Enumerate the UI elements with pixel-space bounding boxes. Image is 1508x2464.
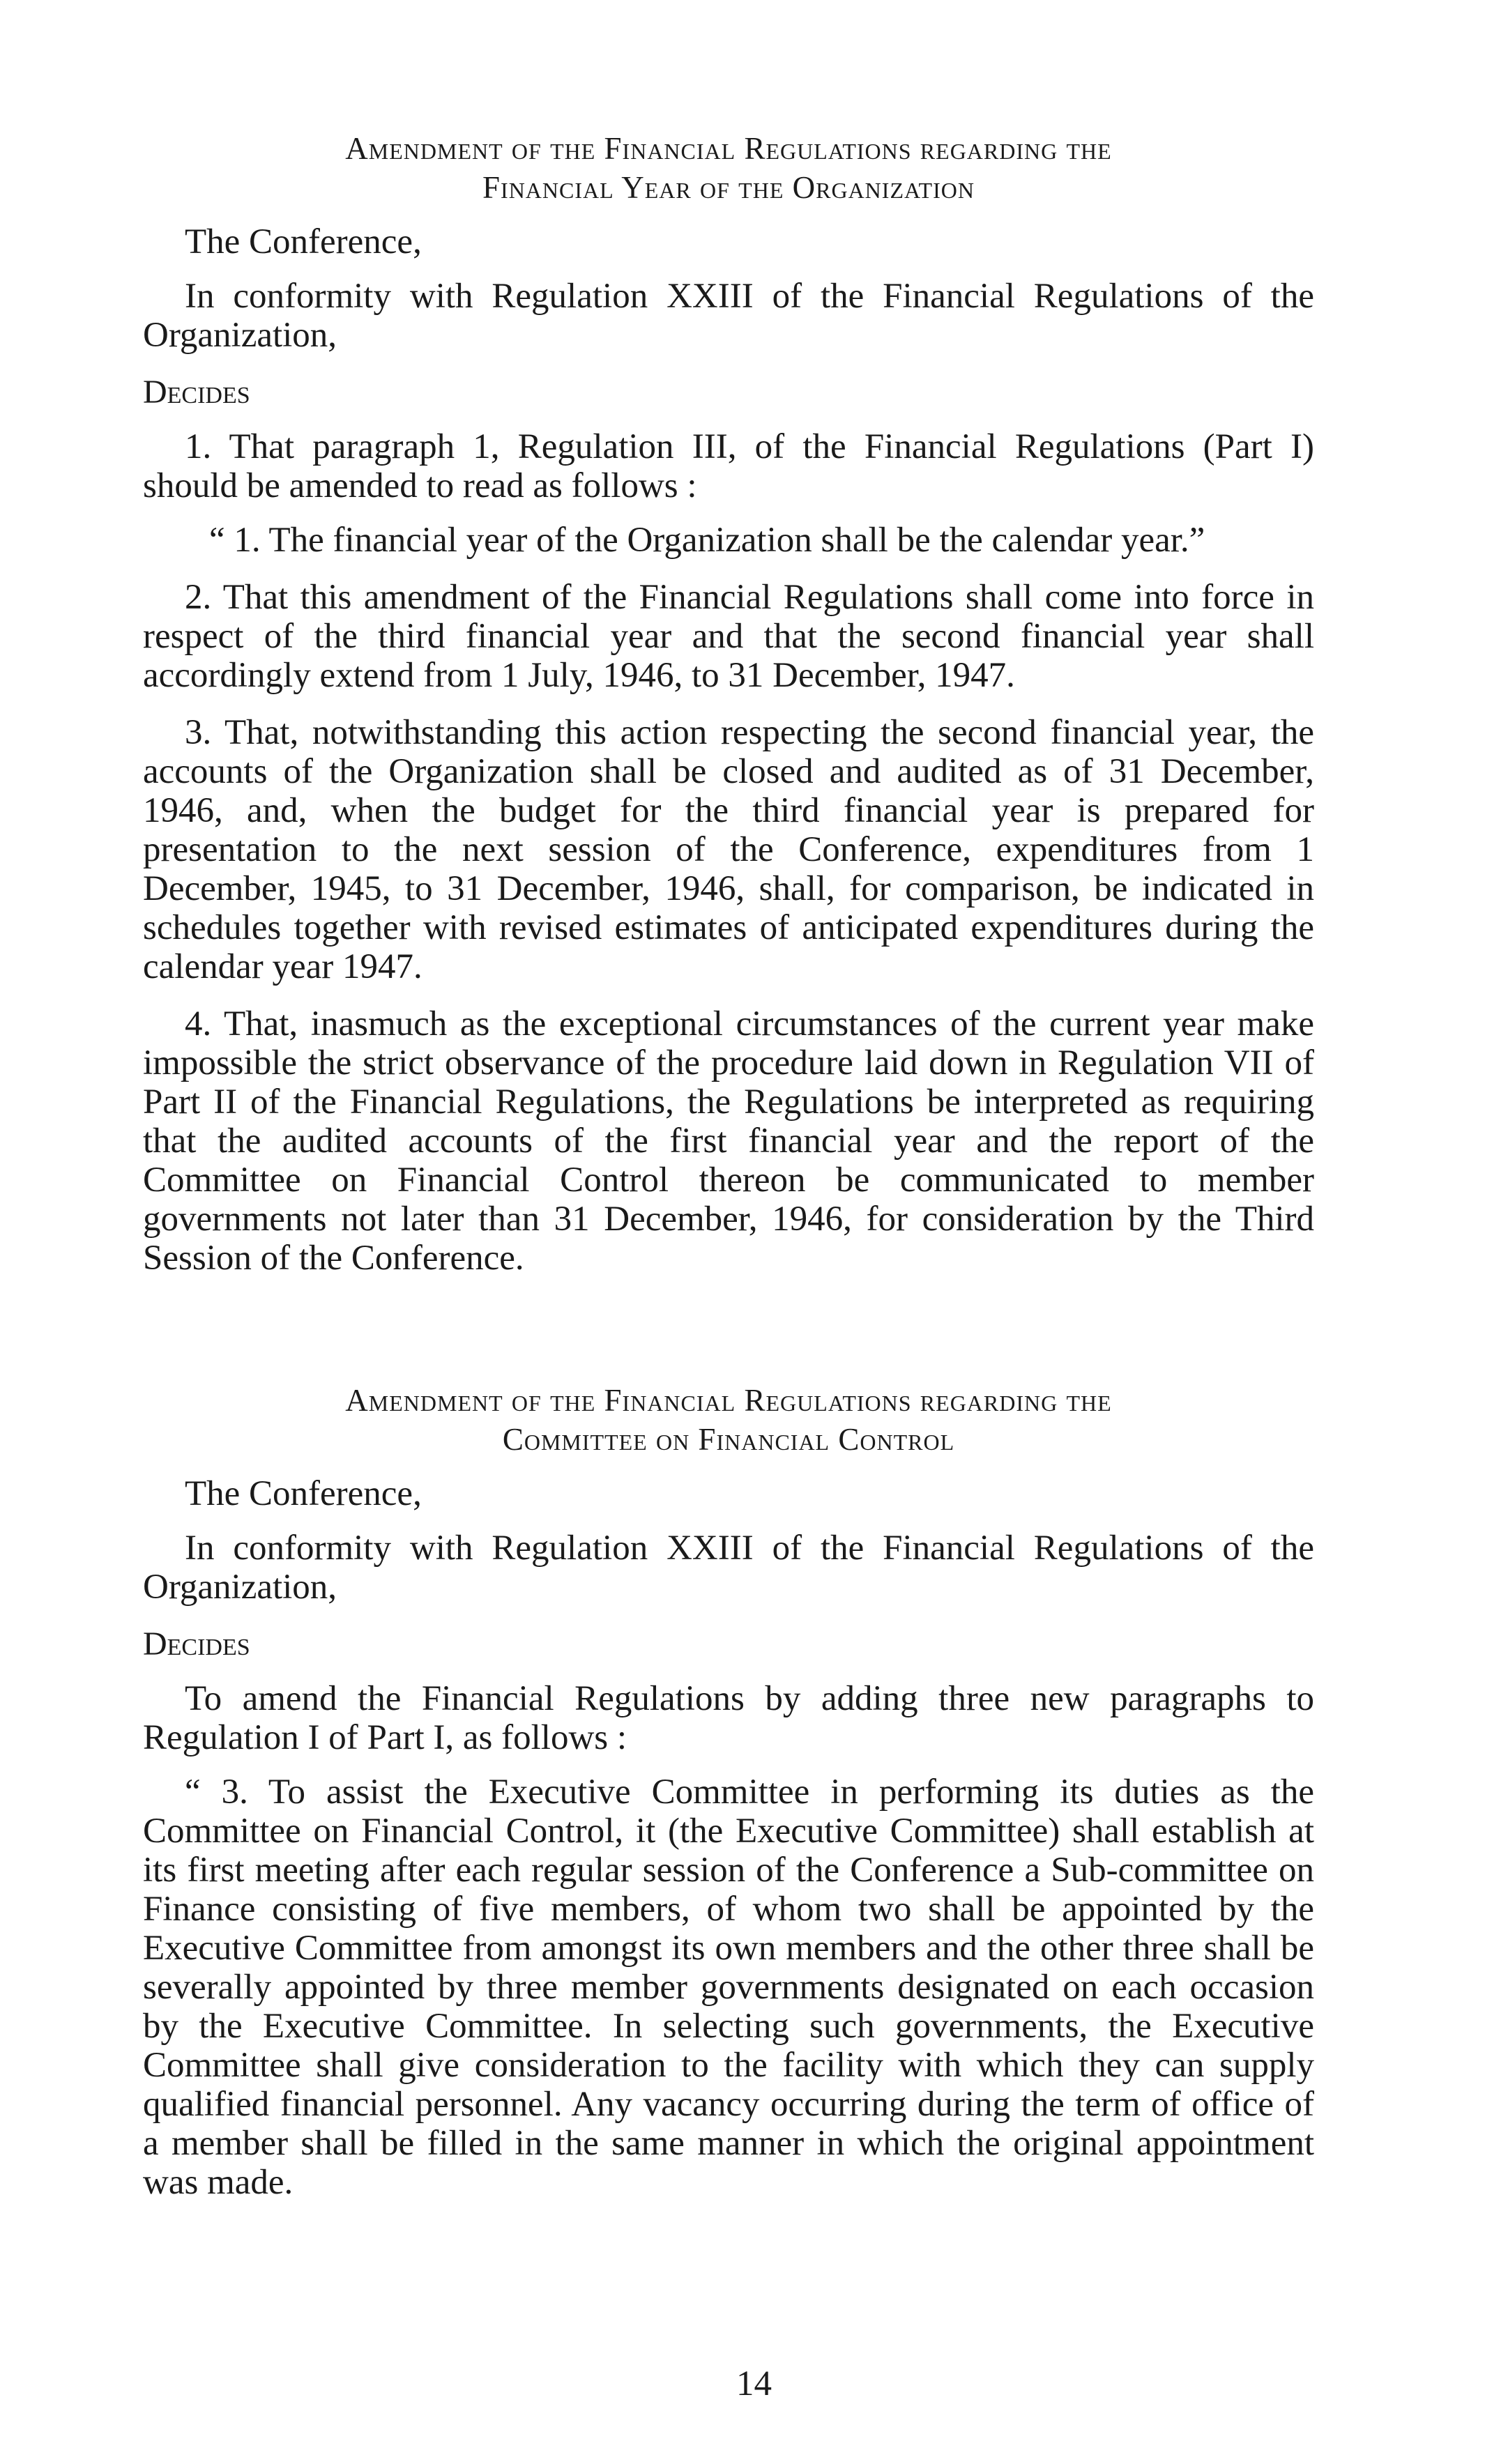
document-page [143, 129, 1314, 2202]
decision-item-2: 2. That this amendment of the Financial Regulations shall come into force in respect of the third financial year and that the second financial year shall accordingly extend from 1 July, 1946, to 31 December, 1947. [143, 578, 1314, 695]
preamble: The Conference, [185, 1474, 422, 1513]
section-heading-line-2: Financial Year of the Organization [482, 170, 975, 205]
amendment-intro: To amend the Financial Regulations by adding three new paragraphs to Regulation I of Part I, as follows : [143, 1679, 1314, 1757]
new-paragraph-3-quote: “ 3. To assist the Executive Committee in performing its duties as the Committee on Financial Control, it (the Executive Committee) shall establish at its first meeting after each regular session of the Conference a Sub-committee on Finance consisting of five members, of whom two shall be appointed by the Executive Committee from amongst its own members and the other three shall be severally appointed by three member governments designated on each occasion by the Executive Committee. In selecting such governments, the Executive Committee shall give consideration to the facility with which they can supply qualified financial personnel. Any vacancy occurring during the term of office of a member shall be filled in the same manner in which the original appointment was made. [143, 1773, 1314, 2202]
decision-item-3: 3. That, notwithstanding this action respecting the second financial year, the accounts of the Organization shall be closed and audited as of 31 December, 1946, and, when the budget for the third financial year is prepared for presentation to the next session of the Conference, expenditures from 1 December, 1945, to 31 December, 1946, shall, for comparison, be indicated in schedules together with revised estimates of anticipated expenditures during the calendar year 1947. [143, 713, 1314, 986]
decides-heading: Decides [143, 374, 250, 411]
conformity-clause: In conformity with Regulation XXIII of the Financial Regulations of the Organization, [143, 277, 1314, 355]
conformity-clause: In conformity with Regulation XXIII of the Financial Regulations of the Organization, [143, 1529, 1314, 1607]
section-heading-line-1: Amendment of the Financial Regulations regarding the [345, 1383, 1112, 1418]
decision-item-4: 4. That, inasmuch as the exceptional circumstances of the current year make impossible the strict observance of the procedure laid down in Regulation VII of Part II of the Financial Regulations, the Regulations be interpreted as requiring that the audited accounts of the first financial year and the report of the Committee on Financial Control thereon be communicated to member governments not later than 31 December, 1946, for consideration by the Third Session of the Conference. [143, 1004, 1314, 1278]
section-financial-year [143, 129, 1314, 1278]
decides-heading: Decides [143, 1625, 250, 1662]
section-heading-line-1: Amendment of the Financial Regulations regarding the [345, 131, 1112, 166]
amended-text-quote: “ 1. The financial year of the Organization shall be the calendar year.” [209, 521, 1205, 560]
section-heading-line-2: Committee on Financial Control [502, 1422, 955, 1457]
decision-item-1: 1. That paragraph 1, Regulation III, of the Financial Regulations (Part I) should be amended to read as follows : [143, 427, 1314, 505]
preamble: The Conference, [185, 222, 422, 261]
section-financial-control [143, 1381, 1314, 2202]
page-number: 14 [736, 2364, 772, 2403]
